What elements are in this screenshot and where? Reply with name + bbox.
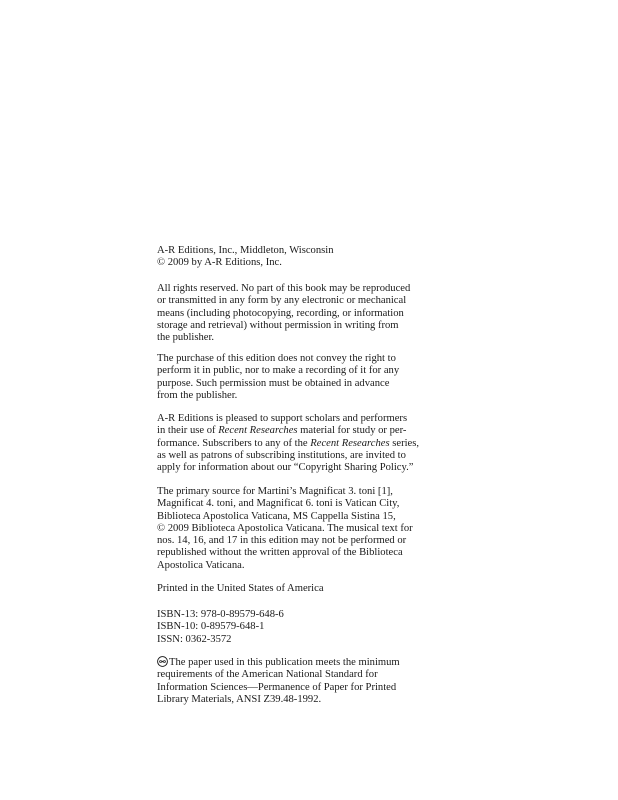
support-line: in their use of Recent Researches material for study or per- [157,425,407,437]
support-line: formance. Subscribers to any of the Recent Researches series, [157,437,420,449]
support-line: as well as patrons of subscribing institutions, are invited to [157,449,406,461]
rights-line: All rights reserved. No part of this book may be reproduced [157,283,411,294]
paper-line: requirements of the American National Standard for [157,669,378,681]
paper-line: Information Sciences—Permanence of Paper for Printed [157,681,397,693]
paper-line: Library Materials, ANSI Z39.48-1992. [157,693,322,705]
source-line: © 2009 Biblioteca Apostolica Vaticana. The musical text for [157,522,413,534]
source-line: The primary source for Martini’s Magnificat 3. toni [1], [157,486,393,497]
source-paragraph [157,486,457,572]
publisher-copyright: © 2009 by A-R Editions, Inc. [157,257,282,269]
printed-line: Printed in the United States of America [157,583,324,594]
rights-line: or transmitted in any form by any electronic or mechanical [157,295,407,307]
source-line: Magnificat 4. toni, and Magnificat 6. toni is Vatican City, [157,498,400,510]
series-title: Recent Researches [310,437,390,449]
source-line: Apostolica Vaticana. [157,559,245,571]
performance-line: purpose. Such permission must be obtained in advance [157,377,390,389]
rights-line: means (including photocopying, recording, or information [157,307,404,319]
infinity-circle-icon [157,656,168,667]
rights-line: storage and retrieval) without permission in writing from [157,319,399,331]
paper-paragraph [157,656,457,706]
source-line: nos. 14, 16, and 17 in this edition may not be performed or [157,535,407,547]
performance-line: from the publisher. [157,389,238,401]
support-line: apply for information about our “Copyright Sharing Policy.” [157,462,414,474]
issn: ISSN: 0362-3572 [157,633,232,645]
rights-line: the publisher. [157,332,215,344]
isbn10: ISBN-10: 0-89579-648-1 [157,621,265,633]
series-title: Recent Researches [218,425,298,437]
performance-line: The purchase of this edition does not convey the right to [157,353,396,364]
isbn13: ISBN-13: 978-0-89579-648-6 [157,609,284,620]
paper-line: The paper used in this publication meets the minimum [157,656,457,669]
support-paragraph [157,413,457,474]
publisher-block [157,245,457,270]
identifiers-block [157,609,457,646]
source-line: Biblioteca Apostolica Vaticana, MS Cappella Sistina 15, [157,510,396,522]
rights-paragraph [157,283,457,344]
publisher-name: A-R Editions, Inc., Middleton, Wisconsin [157,245,334,256]
source-line: republished without the written approval of the Biblioteca [157,547,403,559]
support-line: A-R Editions is pleased to support scholars and performers [157,413,408,424]
performance-paragraph [157,353,457,402]
performance-line: perform it in public, nor to make a recording of it for any [157,365,400,377]
printed-note [157,583,457,595]
